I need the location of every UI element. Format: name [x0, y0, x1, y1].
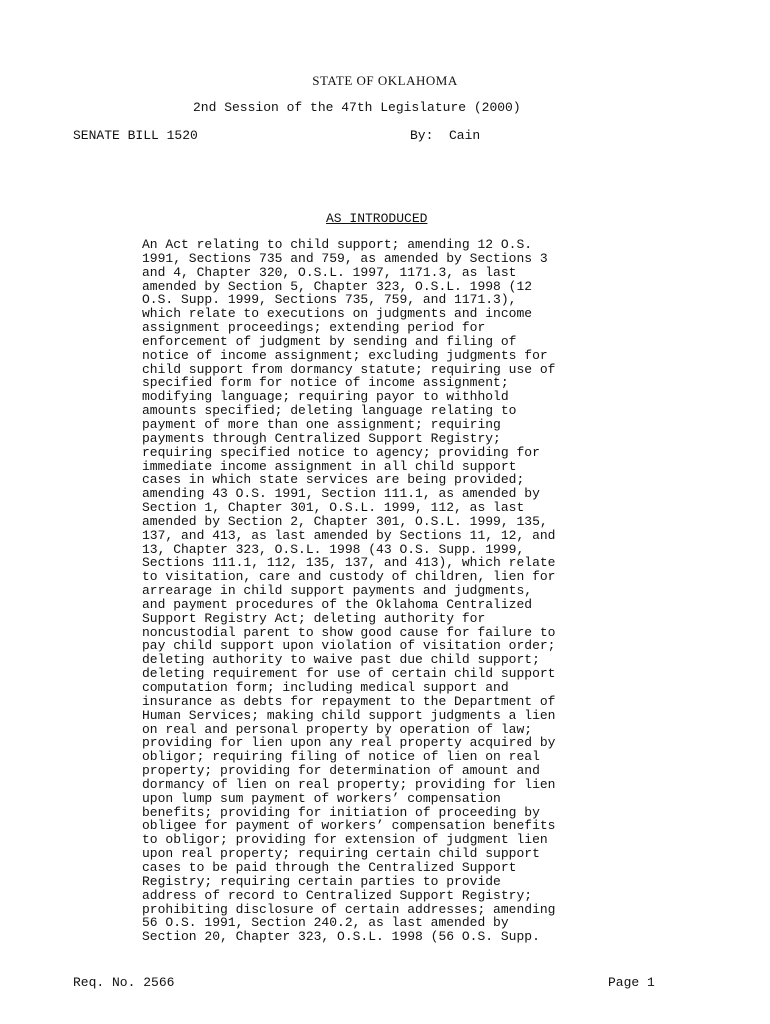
act-text-line: and 4, Chapter 320, O.S.L. 1997, 1171.3, as last [142, 264, 517, 280]
act-text-line: deleting requirement for use of certain child support [142, 666, 556, 682]
request-number: Req. No. 2566 [73, 975, 175, 990]
act-text-line: upon lump sum payment of workers’ compensation [142, 790, 501, 806]
bill-number: SENATE BILL 1520 [73, 128, 198, 143]
act-text-line: specified form for notice of income assignment; [142, 375, 509, 391]
act-text-line: benefits; providing for initiation of proceeding by [142, 804, 540, 820]
act-text-line: payment of more than one assignment; requiring [142, 416, 501, 432]
act-text-line: to obligor; providing for extension of judgment lien [142, 832, 548, 848]
act-text-line: prohibiting disclosure of certain addresses; amending [142, 901, 556, 917]
act-text-line: insurance as debts for repayment to the Department of [142, 693, 556, 709]
act-text-line: noncustodial parent to show good cause for failure to [142, 624, 556, 640]
act-text-line: deleting authority to waive past due child support; [142, 652, 540, 668]
session-line: 2nd Session of the 47th Legislature (2000) [193, 100, 521, 115]
act-text-line: Sections 111.1, 112, 135, 137, and 413), which relate [142, 555, 556, 571]
act-text-line: enforcement of judgment by sending and filing of [142, 333, 517, 349]
act-text-line: assignment proceedings; extending period for [142, 320, 486, 336]
act-text-line: dormancy of lien on real property; providing for lien [142, 776, 556, 792]
act-text-line: amended by Section 5, Chapter 323, O.S.L. 1998 (12 [142, 278, 533, 294]
bill-author: By: Cain [410, 128, 481, 143]
act-text-line: cases in which state services are being provided; [142, 472, 525, 488]
act-text-line: property; providing for determination of amount and [142, 763, 540, 779]
act-text-line: notice of income assignment; excluding judgments for [142, 347, 548, 363]
act-text-line: Section 1, Chapter 301, O.S.L. 1999, 112, as last [142, 500, 525, 516]
act-title-text [142, 238, 555, 944]
act-text-line: arrearage in child support payments and judgments, [142, 583, 533, 599]
act-text-line: pay child support upon violation of visitation order; [142, 638, 556, 654]
act-text-line: amended by Section 2, Chapter 301, O.S.L. 1999, 135, [142, 513, 548, 529]
act-text-line: payments through Centralized Support Registry; [142, 430, 501, 446]
act-text-line: 137, and 413, as last amended by Sections 11, 12, and [142, 527, 556, 543]
act-text-line: Human Services; making child support judgments a lien [142, 707, 556, 723]
act-text-line: address of record to Centralized Support Registry; [142, 887, 533, 903]
act-text-line: 1991, Sections 735 and 759, as amended by Sections 3 [142, 250, 548, 266]
act-text-line: Registry; requiring certain parties to provide [142, 873, 501, 889]
page-number: Page 1 [608, 975, 655, 990]
act-text-line: 13, Chapter 323, O.S.L. 1998 (43 O.S. Supp. 1999, [142, 541, 525, 557]
status-heading: AS INTRODUCED [326, 211, 428, 226]
act-text-line: Support Registry Act; deleting authority for [142, 610, 486, 626]
act-text-line: An Act relating to child support; amending 12 O.S. [142, 237, 533, 252]
act-text-line: to visitation, care and custody of children, lien for [142, 569, 556, 585]
act-text-line: requiring specified notice to agency; providing for [142, 444, 540, 460]
act-text-line: on real and personal property by operation of law; [142, 721, 533, 737]
act-text-line: cases to be paid through the Centralized Support [142, 859, 517, 875]
act-text-line: Section 20, Chapter 323, O.S.L. 1998 (56 O.S. Supp. [142, 929, 540, 945]
act-text-line: amending 43 O.S. 1991, Section 111.1, as amended by [142, 486, 540, 502]
act-text-line: 56 O.S. 1991, Section 240.2, as last amended by [142, 915, 509, 931]
act-text-line: child support from dormancy statute; requiring use of [142, 361, 556, 377]
act-text-line: upon real property; requiring certain child support [142, 846, 540, 862]
act-text-line: amounts specified; deleting language relating to [142, 403, 517, 419]
state-title: STATE OF OKLAHOMA [312, 73, 458, 88]
act-text-line: which relate to executions on judgments and income [142, 306, 533, 322]
act-text-line: computation form; including medical support and [142, 680, 509, 695]
act-text-line: obligor; requiring filing of notice of lien on real [142, 749, 540, 765]
act-text-line: and payment procedures of the Oklahoma Centralized [142, 596, 533, 612]
act-text-line: O.S. Supp. 1999, Sections 735, 759, and 1171.3), [142, 292, 517, 308]
act-text-line: modifying language; requiring payor to withhold [142, 389, 509, 405]
act-text-line: obligee for payment of workers’ compensation benefits [142, 818, 556, 834]
act-text-line: providing for lien upon any real property acquired by [142, 735, 556, 751]
act-text-line: immediate income assignment in all child support [142, 458, 517, 474]
